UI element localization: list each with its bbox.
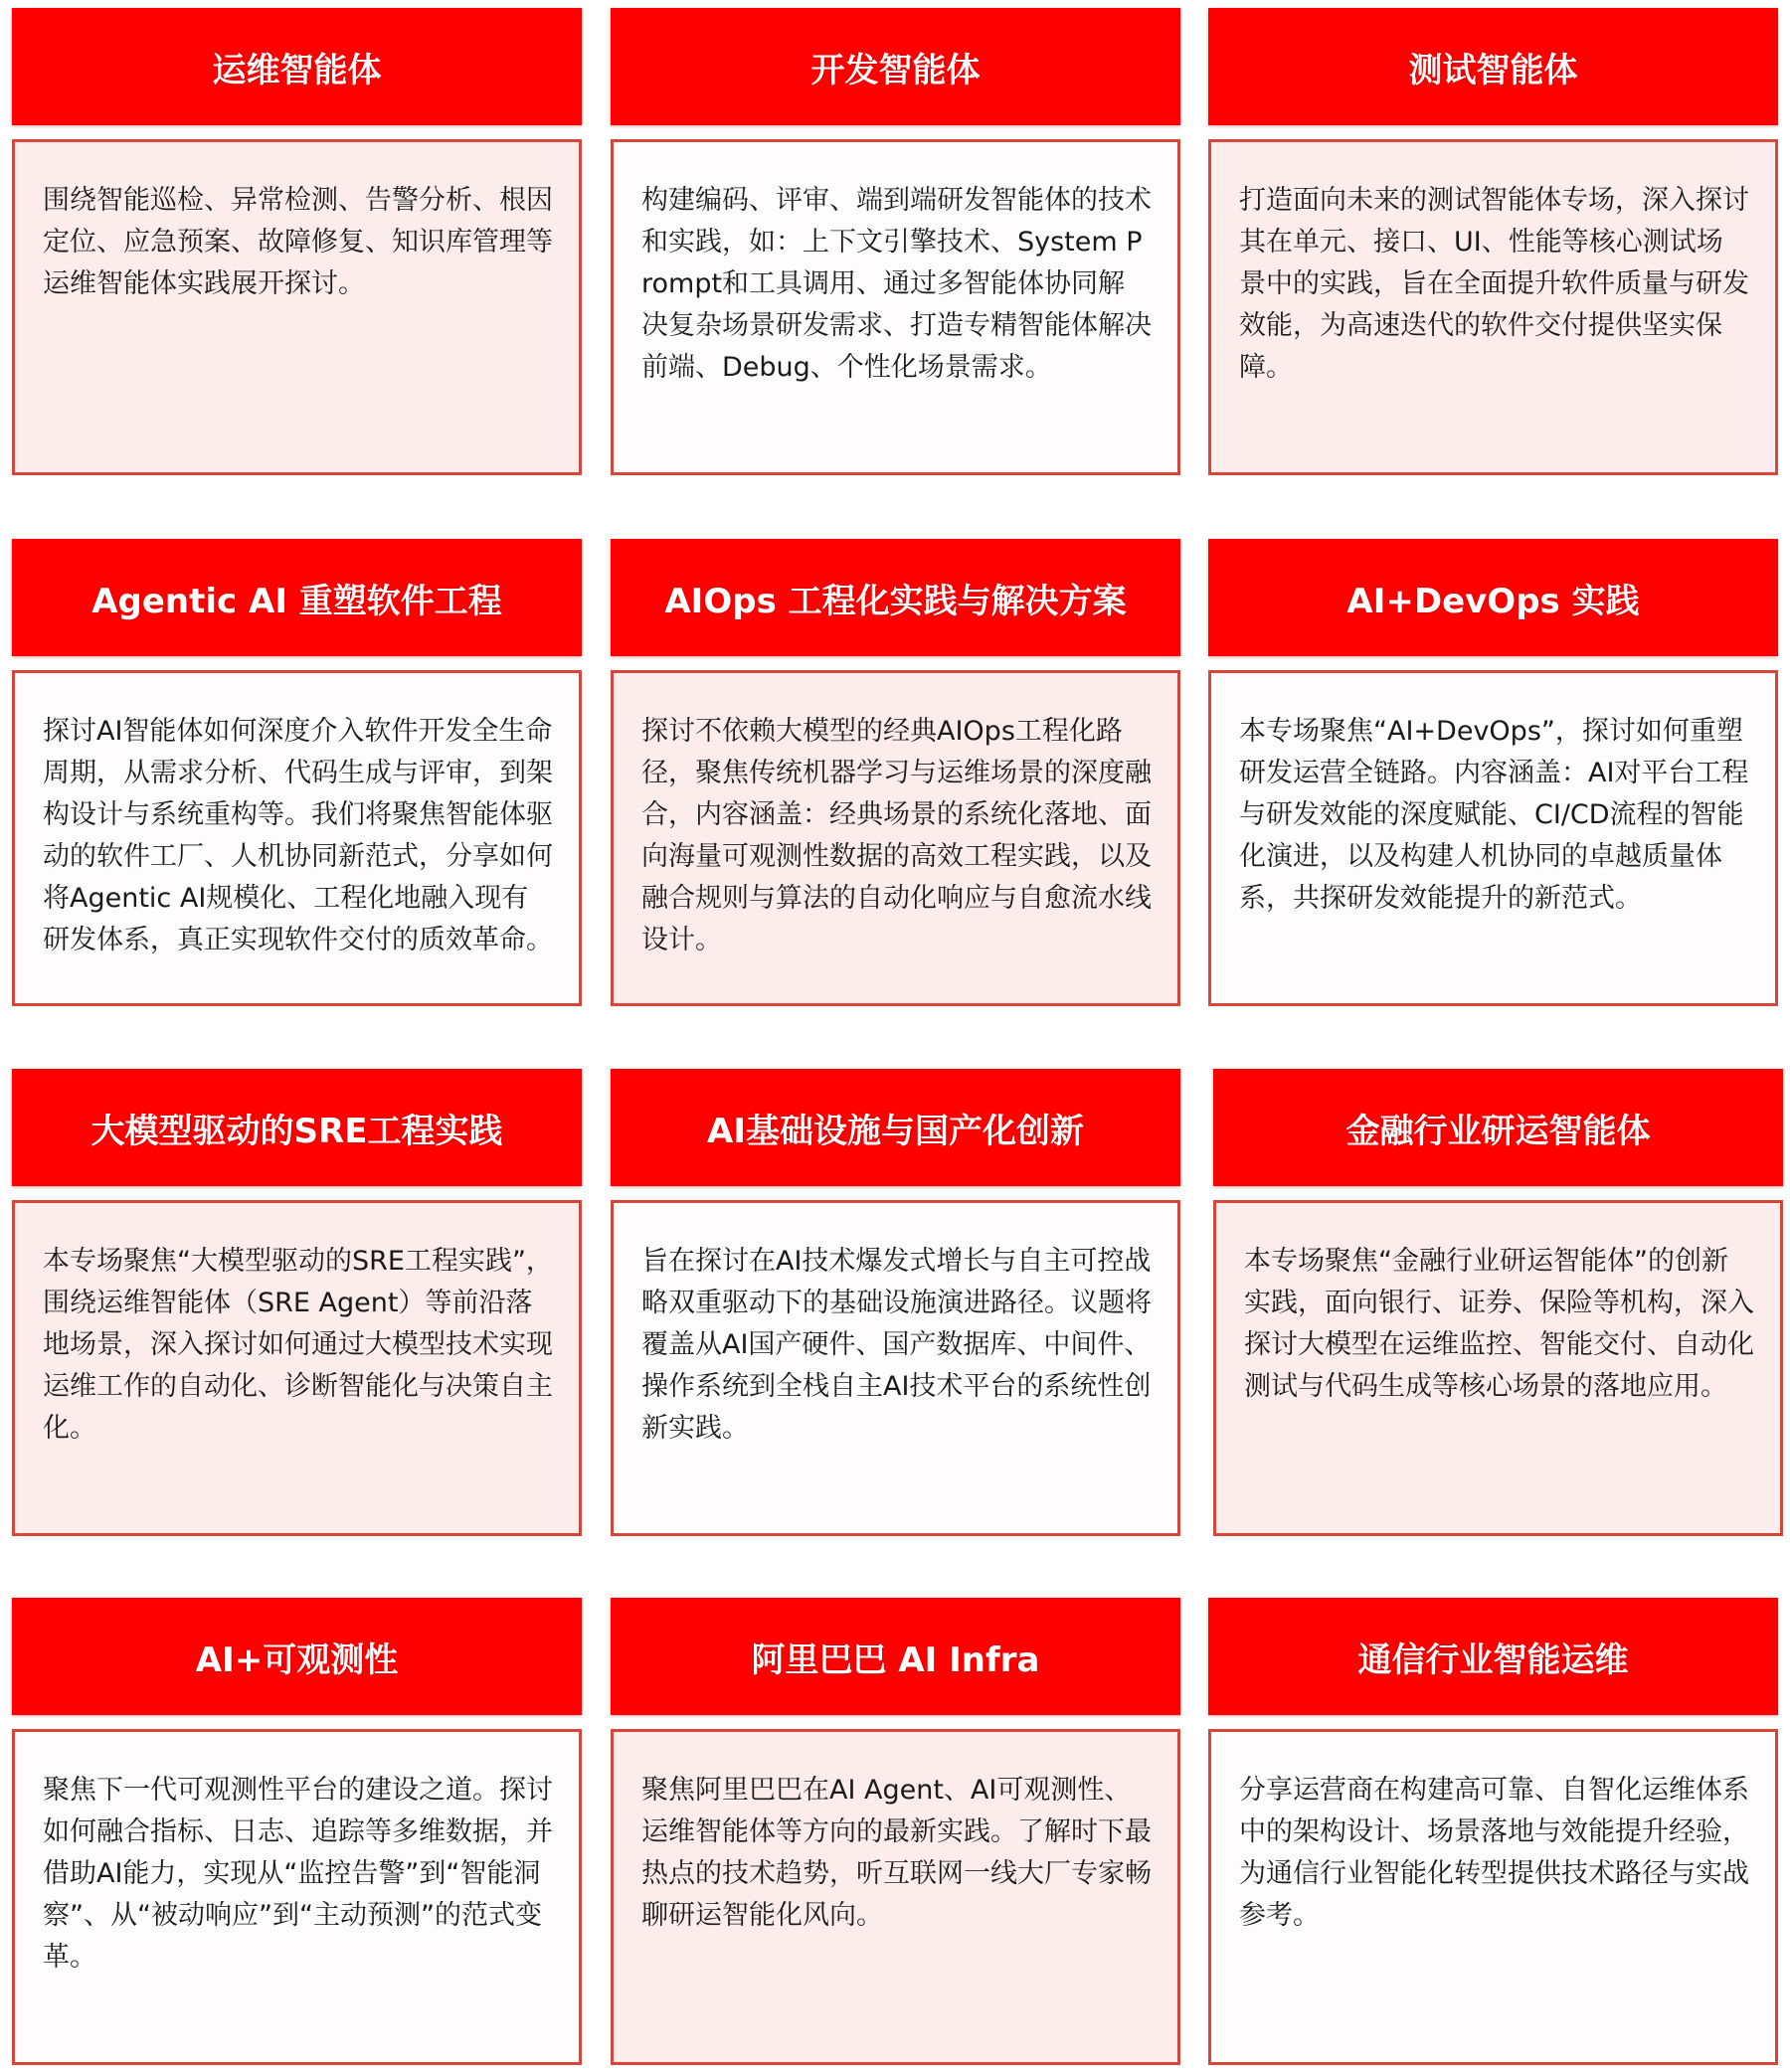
card-description: 旨在探讨在AI技术爆发式增长与自主可控战略双重驱动下的基础设施演进路径。议题将覆盖从AI国产硬件、国产数据库、中间件、操作系统到全栈自主AI技术平台的系统性创新实践。	[641, 1246, 1152, 1444]
card-title: 阿里巴巴 AI Infra	[751, 1640, 1040, 1680]
card-header	[12, 1598, 582, 1715]
card-title: AI+DevOps 实践	[1346, 581, 1640, 621]
card-title: 运维智能体	[212, 50, 382, 90]
card-title: AI基础设施与国产化创新	[707, 1111, 1084, 1151]
card-header	[12, 8, 582, 125]
card-header	[611, 539, 1180, 656]
card-title: 大模型驱动的SRE工程实践	[90, 1111, 503, 1151]
card-description: 探讨AI智能体如何深度介入软件开发全生命周期，从需求分析、代码生成与评审，到架构设计与系统重构等。我们将聚焦智能体驱动的软件工厂、人机协同新范式，分享如何将Agentic AI规模化、工程化地融入现有研发体系，真正实现软件交付的质效革命。	[43, 716, 553, 955]
card-header	[1208, 1598, 1778, 1715]
card-body	[611, 1200, 1180, 1536]
card-body	[1208, 670, 1778, 1006]
card-body	[12, 139, 582, 475]
card-body	[611, 139, 1180, 475]
card-header	[611, 8, 1180, 125]
card-header	[1208, 8, 1778, 125]
card-body	[1208, 139, 1778, 475]
card-description: 打造面向未来的测试智能体专场，深入探讨其在单元、接口、UI、性能等核心测试场景中的实践，旨在全面提升软件质量与研发效能，为高速迭代的软件交付提供坚实保障。	[1239, 185, 1749, 383]
card-description: 探讨不依赖大模型的经典AIOps工程化路径，聚焦传统机器学习与运维场景的深度融合，内容涵盖：经典场景的系统化落地、面向海量可观测性数据的高效工程实践，以及融合规则与算法的自动化响应与自愈流水线设计。	[641, 716, 1152, 955]
card-description: 本专场聚焦“金融行业研运智能体”的创新实践，面向银行、证券、保险等机构，深入探讨大模型在运维监控、智能交付、自动化测试与代码生成等核心场景的落地应用。	[1244, 1246, 1754, 1402]
card-body	[611, 1729, 1180, 2065]
card-description: 聚焦阿里巴巴在AI Agent、AI可观测性、运维智能体等方向的最新实践。了解时下最热点的技术趋势，听互联网一线大厂专家畅聊研运智能化风向。	[641, 1775, 1152, 1931]
card-description: 围绕智能巡检、异常检测、告警分析、根因定位、应急预案、故障修复、知识库管理等运维智能体实践展开探讨。	[43, 185, 553, 299]
card-header	[611, 1069, 1180, 1186]
card-title: 通信行业智能运维	[1357, 1640, 1629, 1680]
card-body	[12, 1200, 582, 1536]
card-title: AIOps 工程化实践与解决方案	[664, 581, 1127, 621]
card-title: 开发智能体	[810, 50, 981, 90]
card-title: 测试智能体	[1408, 50, 1578, 90]
card-header	[12, 539, 582, 656]
card-title: 金融行业研运智能体	[1345, 1111, 1651, 1151]
card-description: 本专场聚焦“AI+DevOps”，探讨如何重塑研发运营全链路。内容涵盖：AI对平台工程与研发效能的深度赋能、CI/CD流程的智能化演进，以及构建人机协同的卓越质量体系，共探研发效能提升的新范式。	[1239, 716, 1749, 914]
card-body	[12, 670, 582, 1006]
card-title: AI+可观测性	[195, 1640, 399, 1680]
card-description: 本专场聚焦“大模型驱动的SRE工程实践”，围绕运维智能体（SRE Agent）等前沿落地场景，深入探讨如何通过大模型技术实现运维工作的自动化、诊断智能化与决策自主化。	[43, 1246, 553, 1444]
card-body	[1208, 1729, 1778, 2065]
card-description: 构建编码、评审、端到端研发智能体的技术和实践，如：上下文引擎技术、System Prompt和工具调用、通过多智能体协同解决复杂场景研发需求、打造专精智能体解决前端、Debug、个性化场景需求。	[641, 185, 1152, 383]
card-body	[611, 670, 1180, 1006]
card-header	[12, 1069, 582, 1186]
card-header	[611, 1598, 1180, 1715]
card-header	[1213, 1069, 1783, 1186]
card-body	[1213, 1200, 1783, 1536]
card-body	[12, 1729, 582, 2065]
card-title: Agentic AI 重塑软件工程	[91, 581, 502, 621]
card-header	[1208, 539, 1778, 656]
card-description: 分享运营商在构建高可靠、自智化运维体系中的架构设计、场景落地与效能提升经验，为通信行业智能化转型提供技术路径与实战参考。	[1239, 1775, 1749, 1931]
card-description: 聚焦下一代可观测性平台的建设之道。探讨如何融合指标、日志、追踪等多维数据，并借助AI能力，实现从“监控告警”到“智能洞察”、从“被动响应”到“主动预测”的范式变革。	[43, 1775, 553, 1973]
